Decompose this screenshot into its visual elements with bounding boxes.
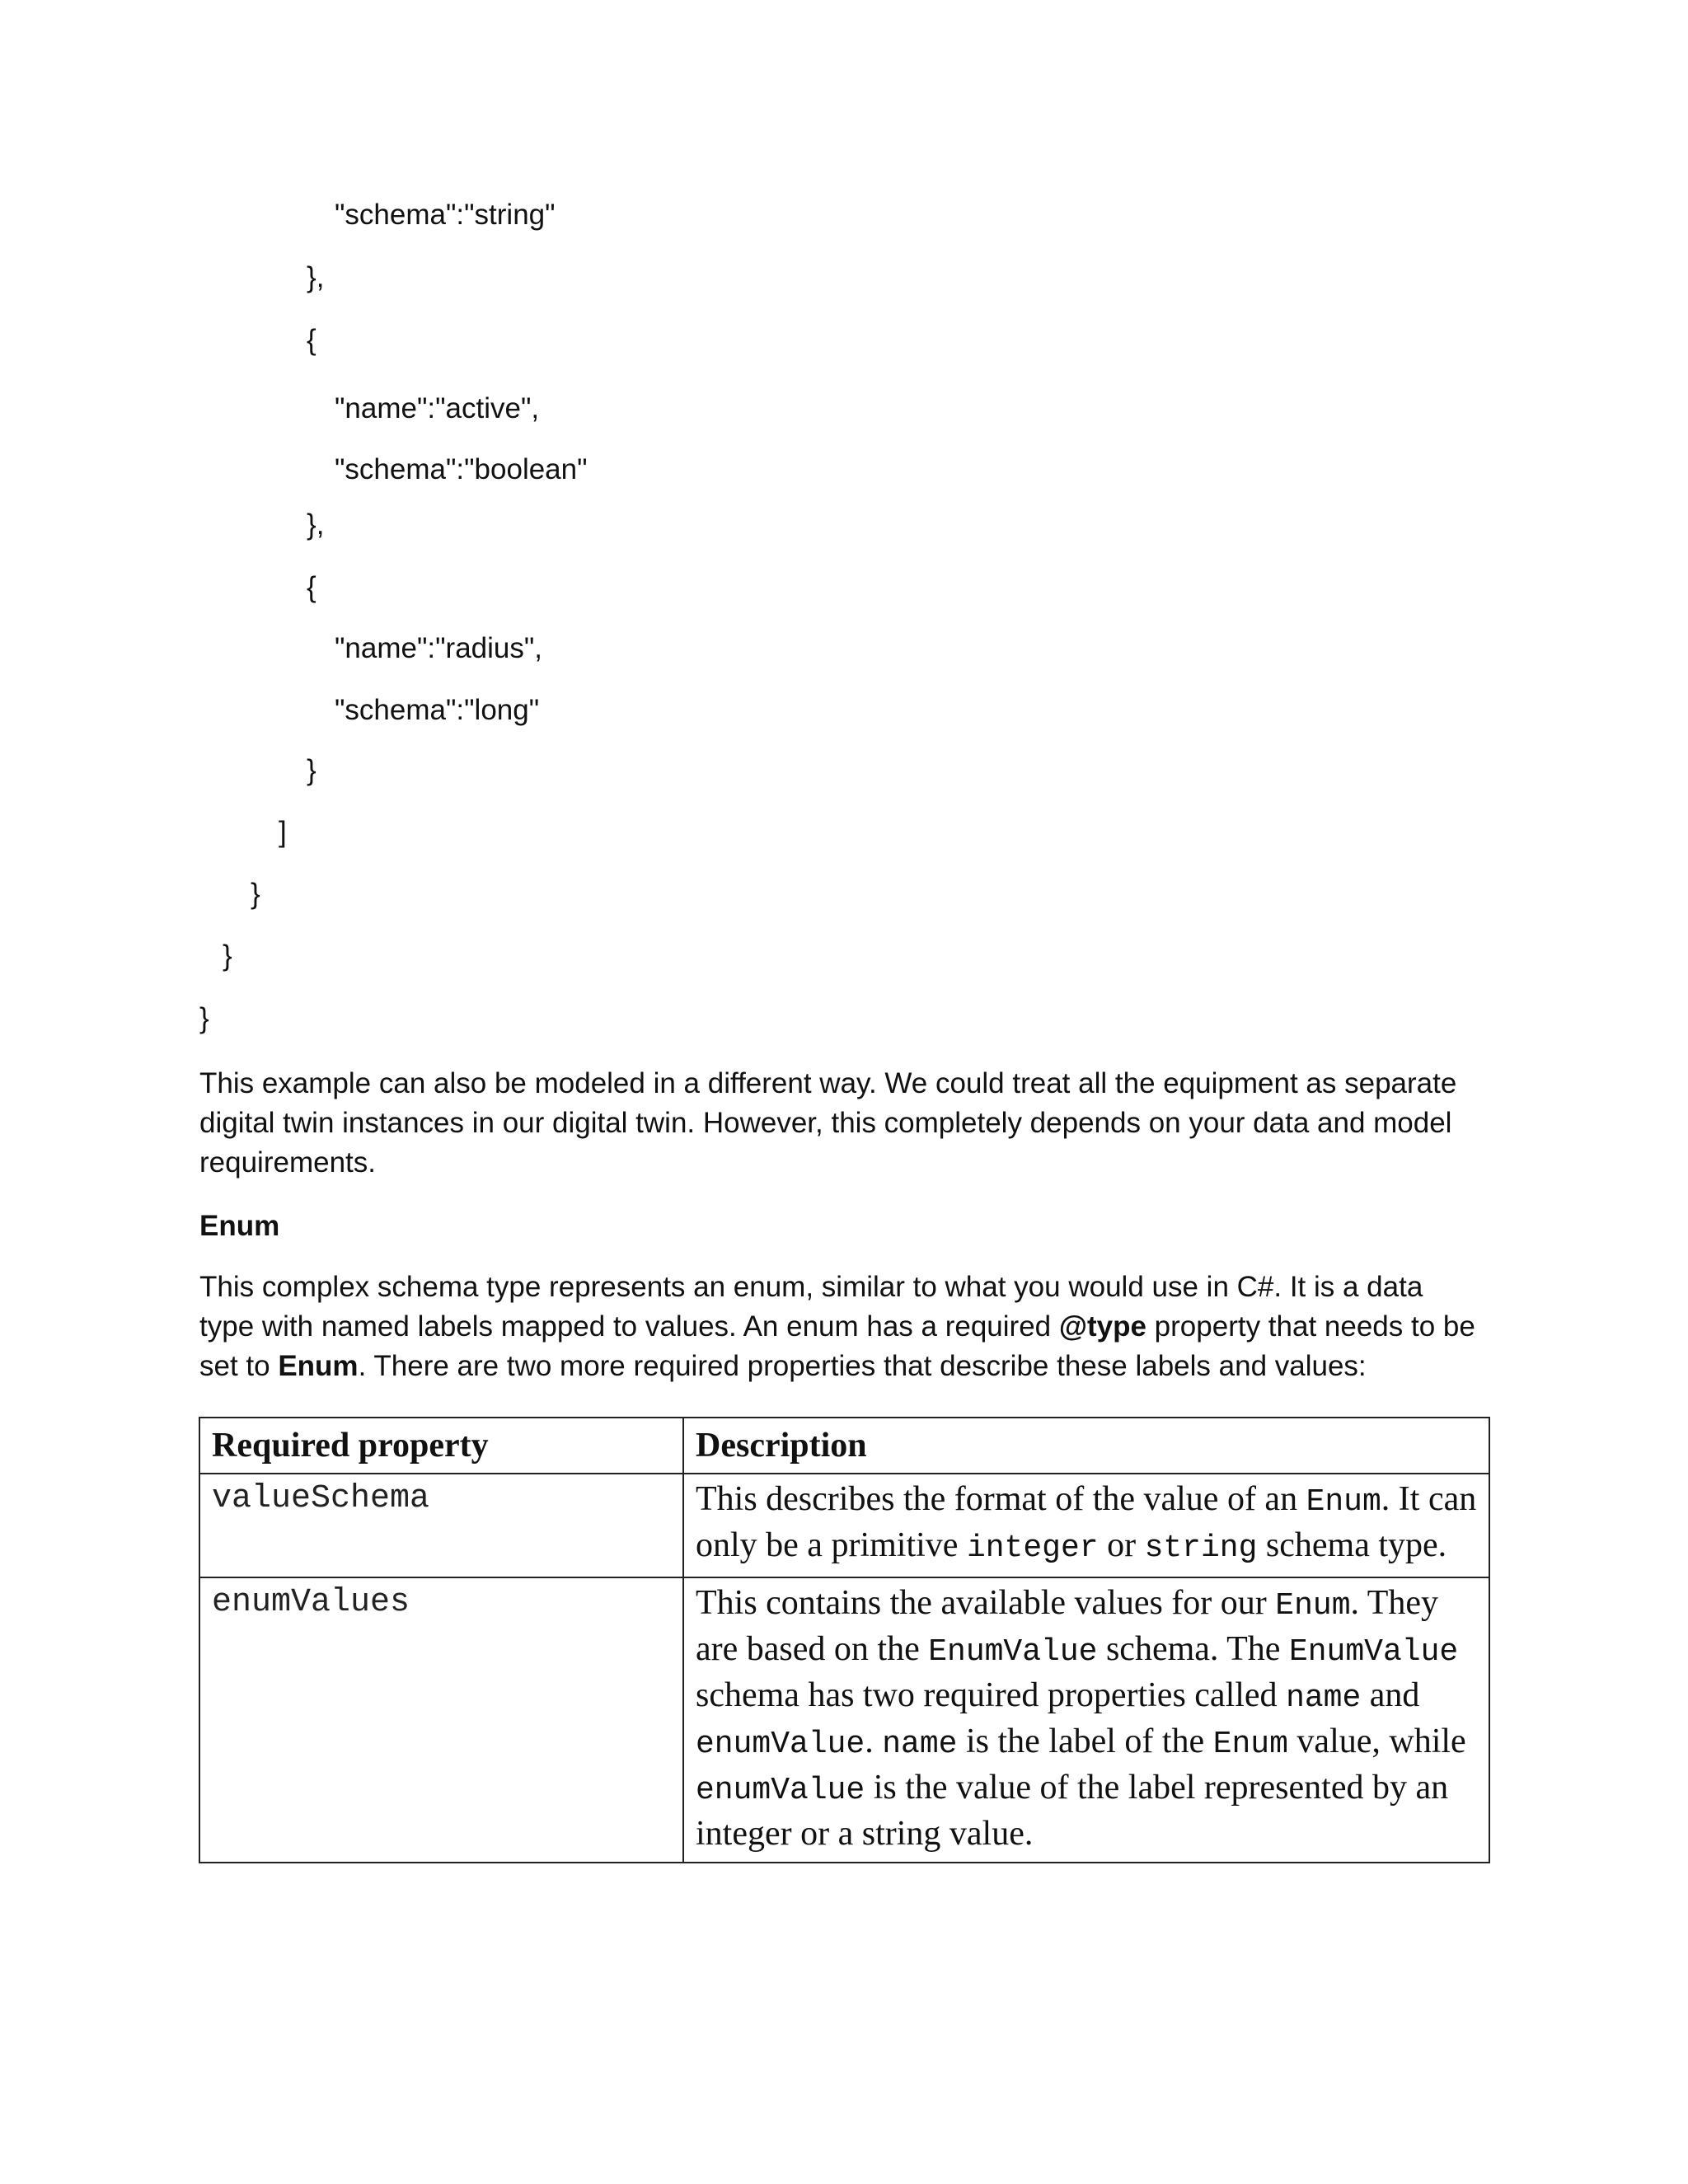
code-line: {	[307, 571, 316, 603]
desc-text: . It can only be a primitive	[696, 1480, 1477, 1564]
description-cell	[683, 1474, 1489, 1577]
paragraph-text: This complex schema type represents an enum, similar to what you would use in C#. It is a data type with named labels mapped to values. An enum has a required	[199, 1271, 1423, 1343]
description-text	[696, 1478, 1477, 1570]
table-row	[199, 1577, 1489, 1863]
section-heading: Enum	[199, 1210, 280, 1242]
desc-text: or	[1098, 1526, 1145, 1564]
desc-code: name	[1286, 1680, 1362, 1716]
code-line: "name":"active",	[335, 392, 540, 424]
code-line: "schema":"boolean"	[335, 453, 588, 485]
code-line: {	[307, 324, 316, 356]
desc-code: enumValue	[696, 1773, 865, 1808]
table-row	[199, 1474, 1489, 1577]
column-header: Description	[683, 1418, 1489, 1474]
property-cell	[199, 1577, 683, 1863]
property-cell	[199, 1474, 683, 1577]
desc-code: enumValue	[696, 1727, 865, 1762]
property-name: enumValues	[212, 1584, 410, 1621]
desc-text: is the value of the label represented by an integer or a string value.	[696, 1769, 1449, 1853]
desc-text: schema. The	[1097, 1630, 1289, 1668]
desc-code: EnumValue	[1288, 1634, 1459, 1670]
desc-text: is the label of the	[957, 1722, 1213, 1760]
paragraph-bold-text: @type	[1058, 1310, 1146, 1343]
desc-text: .	[865, 1722, 883, 1760]
desc-text: schema has two required properties called	[696, 1676, 1287, 1714]
paragraph-text: . There are two more required properties that describe these labels and values:	[358, 1350, 1367, 1382]
code-line: },	[307, 509, 325, 541]
desc-code: Enum	[1275, 1588, 1351, 1624]
desc-text: . They are based on the	[696, 1584, 1439, 1668]
code-line: }	[251, 878, 260, 910]
description-cell	[683, 1577, 1489, 1863]
desc-code: string	[1144, 1530, 1258, 1566]
enum-description-paragraph	[199, 1268, 1485, 1386]
required-properties-table	[199, 1417, 1490, 1863]
desc-code: integer	[966, 1530, 1099, 1566]
description-text	[696, 1582, 1477, 1855]
body-paragraph: This example can also be modeled in a different way. We could treat all the equipment as separate digital twin instances in our digital twin. However, this completely depends on your data and model requirements.	[199, 1067, 1457, 1179]
desc-text: This describes the format of the value of an	[696, 1480, 1306, 1518]
table-header-row	[199, 1418, 1489, 1474]
code-line: ]	[279, 816, 287, 848]
desc-text: and	[1361, 1676, 1420, 1714]
code-line: "schema":"string"	[335, 199, 556, 231]
code-line: },	[307, 261, 325, 293]
desc-text: value, while	[1287, 1722, 1466, 1760]
desc-code: Enum	[1306, 1484, 1381, 1520]
property-name: valueSchema	[212, 1480, 430, 1517]
desc-text: This contains the available values for our	[696, 1584, 1276, 1622]
desc-text: schema type.	[1257, 1526, 1447, 1564]
desc-code: EnumValue	[928, 1634, 1098, 1670]
paragraph-text: property that needs to be set to	[199, 1310, 1475, 1382]
code-line: }	[199, 1002, 209, 1034]
code-line: }	[307, 754, 316, 786]
code-line: "schema":"long"	[335, 694, 540, 726]
paragraph-bold-text: Enum	[278, 1350, 359, 1382]
desc-code: name	[882, 1727, 958, 1762]
code-line: "name":"radius",	[335, 632, 543, 664]
column-header: Required property	[199, 1418, 683, 1474]
code-line: }	[223, 940, 232, 972]
desc-code: Enum	[1212, 1727, 1288, 1762]
